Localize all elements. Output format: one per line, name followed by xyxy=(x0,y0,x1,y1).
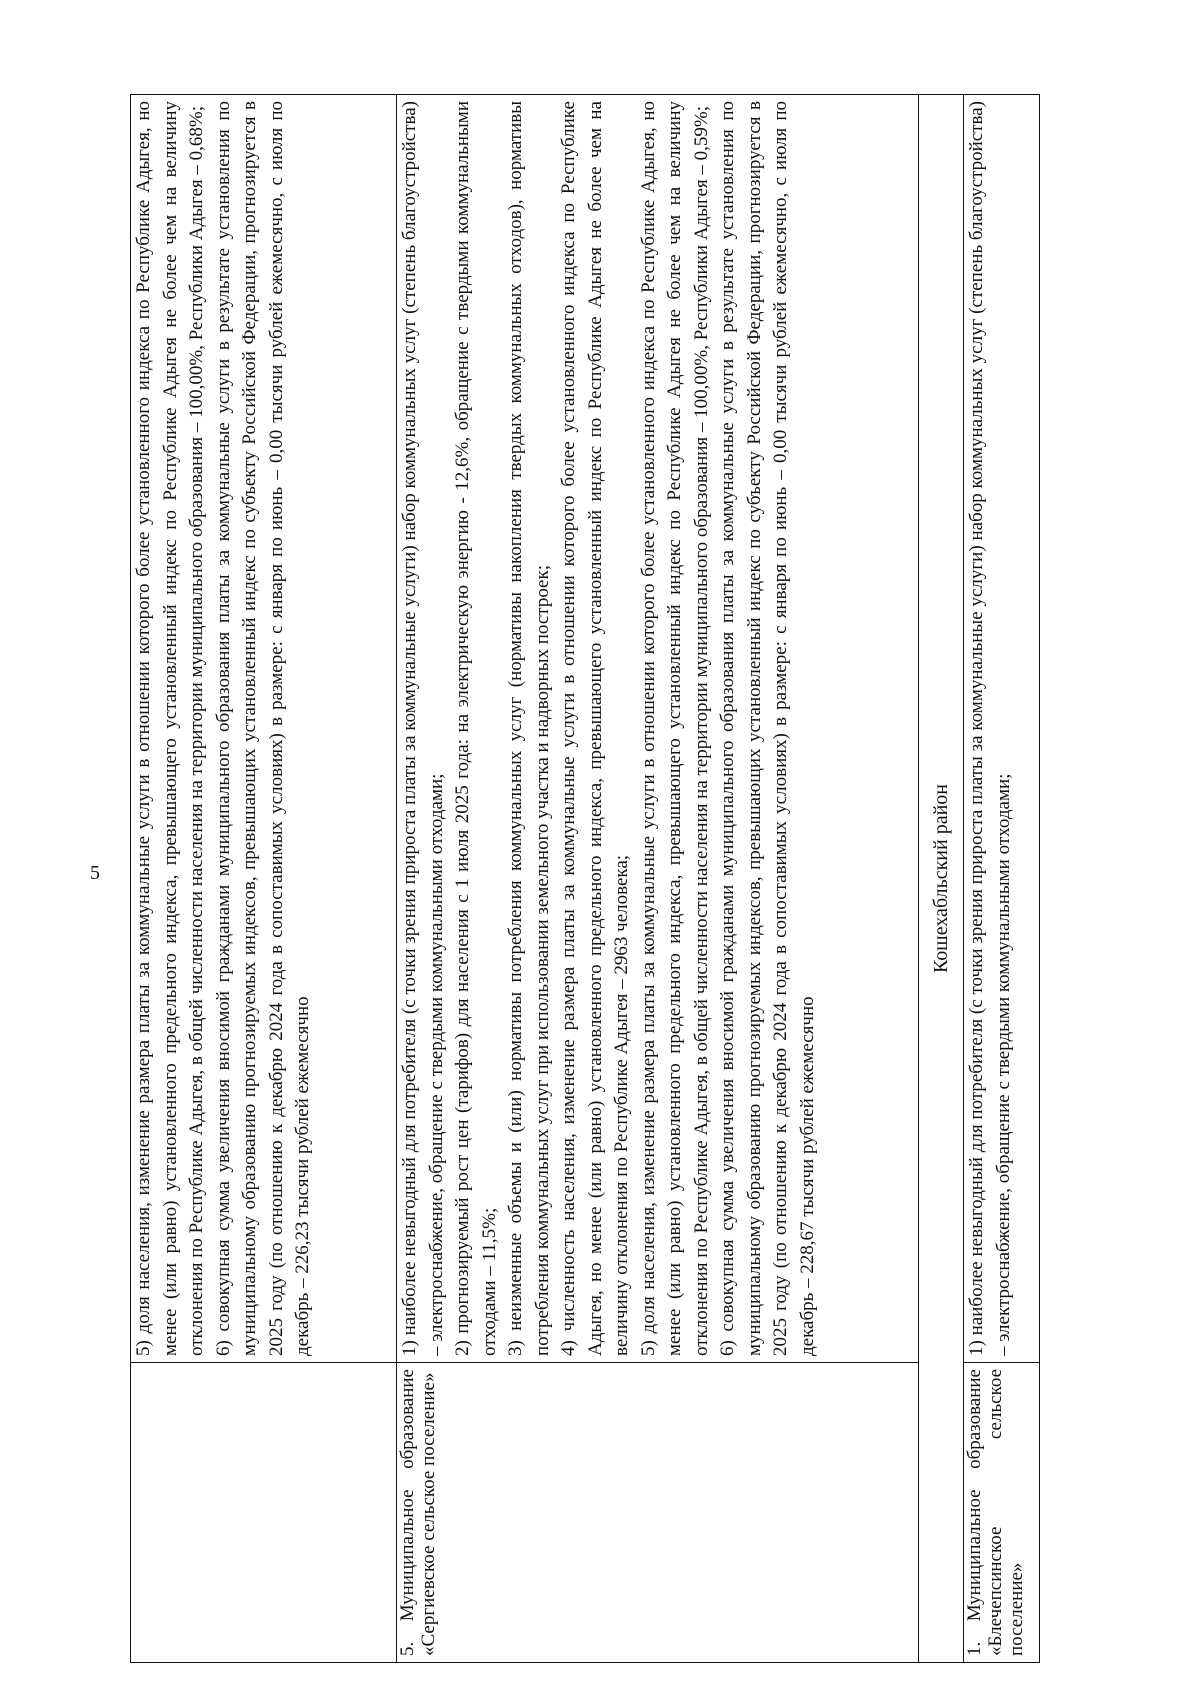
municipality-name-cell xyxy=(131,1363,397,1663)
parameter-item: 6) совокупная сумма увеличения вносимой гражданами муниципального образования платы за коммунальные услуги в результате установления по муниципальному образованию прогнозируемых индексов, превышающих установленный индекс по субъекту Российской Федерации, прогнозируется в 2025 году (по отношению к декабрю 2024 года в сопоставимых условиях) в размере: с января по июнь – 0,00 тысячи рублей ежемесячно, с июля по декабрь – 228,67 тысячи рублей ежемесячно xyxy=(717,101,818,1356)
parameter-item: 4) численность населения, изменение размера платы за коммунальные услуги в отношении которого более установленного индекса по Республике Адыгея, но менее (или равно) установленного предельного индекса, превышающего установленный индекс по Республике Адыгея не более чем на величину отклонения по Республике Адыгея – 2963 человека; xyxy=(558,101,632,1356)
table-row-blechepsinskoe xyxy=(964,95,1040,1663)
table-row-continued xyxy=(131,95,397,1663)
rotated-table-wrapper xyxy=(130,95,1090,1663)
parameter-item: 1) наиболее невыгодный для потребителя (с точки зрения прироста платы за коммунальные услуги) набор коммунальных услуг (степень благоустройства) – электроснабжение, обращение с твердыми коммунальными отходами; xyxy=(966,101,1014,1356)
page-number: 5 xyxy=(90,862,100,884)
parameter-item: 3) неизменные объемы и (или) нормативы потребления коммунальных услуг (нормативы накопления твердых коммунальных отходов), нормативы потребления коммунальных услуг при использовании земельного участка и надворных построек; xyxy=(505,101,553,1356)
parameters-cell xyxy=(131,95,397,1363)
parameter-item: 5) доля населения, изменение размера платы за коммунальные услуги в отношении которого более установленного индекса по Республике Адыгея, но менее (или равно) установленного предельного индекса, превышающего установленный индекс по Республике Адыгея не более чем на величину отклонения по Республике Адыгея, в общей численности населения на территории муниципального образования – 100,00%, Республики Адыгея – 0,68%; xyxy=(133,101,207,1356)
table-row-sergievskoe xyxy=(397,95,919,1663)
parameters-cell xyxy=(397,95,919,1363)
district-header-row xyxy=(919,95,964,1663)
parameter-item: 5) доля населения, изменение размера платы за коммунальные услуги в отношении которого более установленного индекса по Республике Адыгея, но менее (или равно) установленного предельного индекса, превышающего установленный индекс по Республике Адыгея не более чем на величину отклонения по Республике Адыгея, в общей численности населения на территории муниципального образования – 100,00%, Республики Адыгея – 0,59%; xyxy=(637,101,712,1356)
indices-table xyxy=(130,94,1040,1663)
parameter-item: 1) наиболее невыгодный для потребителя (с точки зрения прироста платы за коммунальные услуги) набор коммунальных услуг (степень благоустройства) – электроснабжение, обращение с твердыми коммунальными отходами; xyxy=(399,101,447,1356)
district-header: Кошехабльский район xyxy=(919,95,964,1663)
parameter-item: 2) прогнозируемый рост цен (тарифов) для населения с 1 июля 2025 года: на электрическую энергию - 12,6%, обращение с твердыми коммунальными отходами – 11,5%; xyxy=(452,101,500,1356)
municipality-name-cell: 5. Муниципальное образование «Сергиевское сельское поселение» xyxy=(397,1363,919,1663)
parameters-cell xyxy=(964,95,1040,1363)
parameter-item: 6) совокупная сумма увеличения вносимой гражданами муниципального образования платы за коммунальные услуги в результате установления по муниципальному образованию прогнозируемых индексов, превышающих установленный индекс по субъекту Российской Федерации, прогнозируется в 2025 году (по отношению к декабрю 2024 года в сопоставимых условиях) в размере: с января по июнь – 0,00 тысячи рублей ежемесячно, с июля по декабрь – 226,23 тысячи рублей ежемесячно xyxy=(212,101,313,1356)
municipality-name-cell: 1. Муниципальное образование «Блечепсинское сельское поселение» xyxy=(964,1363,1040,1663)
